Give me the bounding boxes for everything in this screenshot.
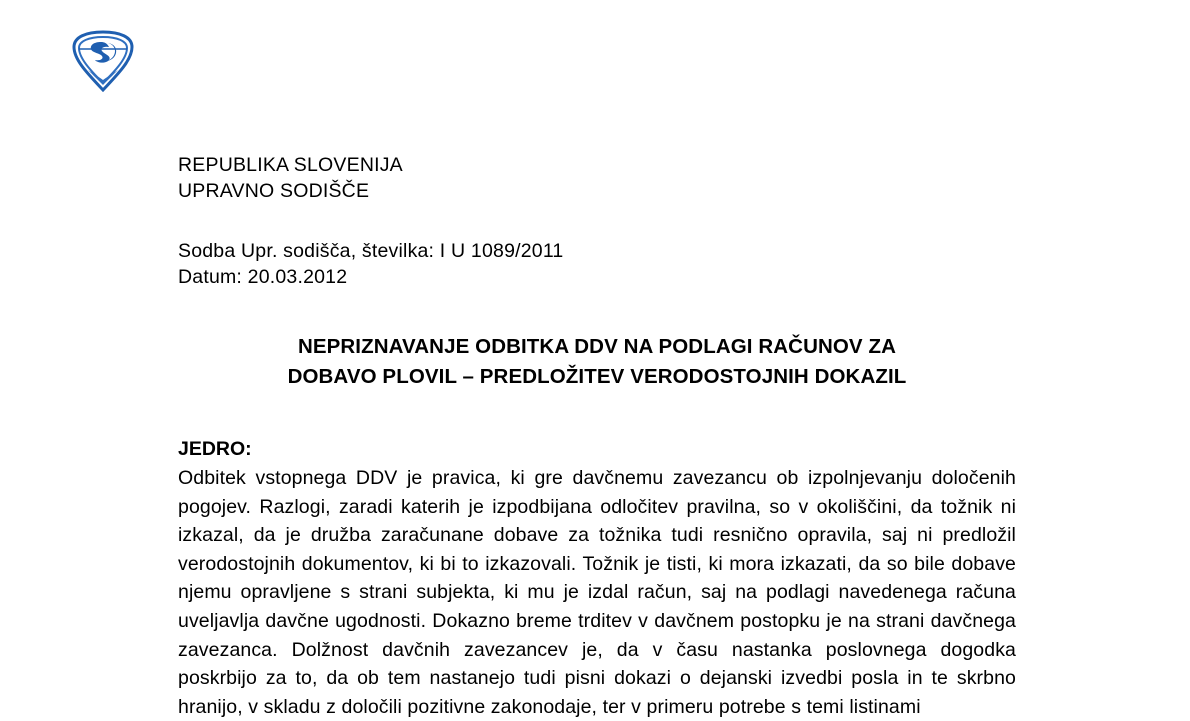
- document-title-line-1: NEPRIZNAVANJE ODBITKA DDV NA PODLAGI RAČUNOV ZA: [297, 335, 897, 358]
- court-header: [178, 152, 1016, 204]
- document-content: [178, 152, 1016, 721]
- case-number: Sodba Upr. sodišča, številka: I U 1089/2011: [178, 240, 564, 262]
- court-emblem-logo: [68, 30, 138, 92]
- document-title: [178, 332, 1016, 392]
- section-heading-jedro: JEDRO:: [178, 438, 252, 460]
- case-date: Datum: 20.03.2012: [178, 266, 348, 288]
- section-body-jedro: [178, 464, 1016, 721]
- court-country: REPUBLIKA SLOVENIJA: [178, 154, 403, 176]
- document-title-line-2: DOBAVO PLOVIL – PREDLOŽITEV VERODOSTOJNIH DOKAZIL: [287, 365, 907, 388]
- court-name: UPRAVNO SODIŠČE: [178, 180, 370, 202]
- case-reference: [178, 238, 1016, 290]
- section-paragraph: Odbitek vstopnega DDV je pravica, ki gre davčnemu zavezancu ob izpolnjevanju določenih pogojev. Razlogi, zaradi katerih je izpodbijana odločitev pravilna, so v okoliščini, da tožnik ni izkazal, da je družba zaračunane dobave za tožnika tudi resnično opravila, saj ni predložil verodostojnih dokumentov, ki bi to izkazovali. Tožnik je tisti, ki mora izkazati, da so bile dobave njemu opravljene s strani subjekta, ki mu je izdal račun, saj na podlagi navedenega računa uveljavlja davčne ugodnosti. Dokazno breme trditev v davčnem postopku je na strani davčnega zavezanca. Dolžnost davčnih zavezancev je, da v času nastanka poslovnega dogodka poskrbijo za to, da ob tem nastanejo tudi pisni dokazi o dejanski izvedbi posla in te skrbno hranijo, v skladu z določili pozitivne zakonodaje, ter v primeru potrebe s temi listinami: [178, 467, 1016, 718]
